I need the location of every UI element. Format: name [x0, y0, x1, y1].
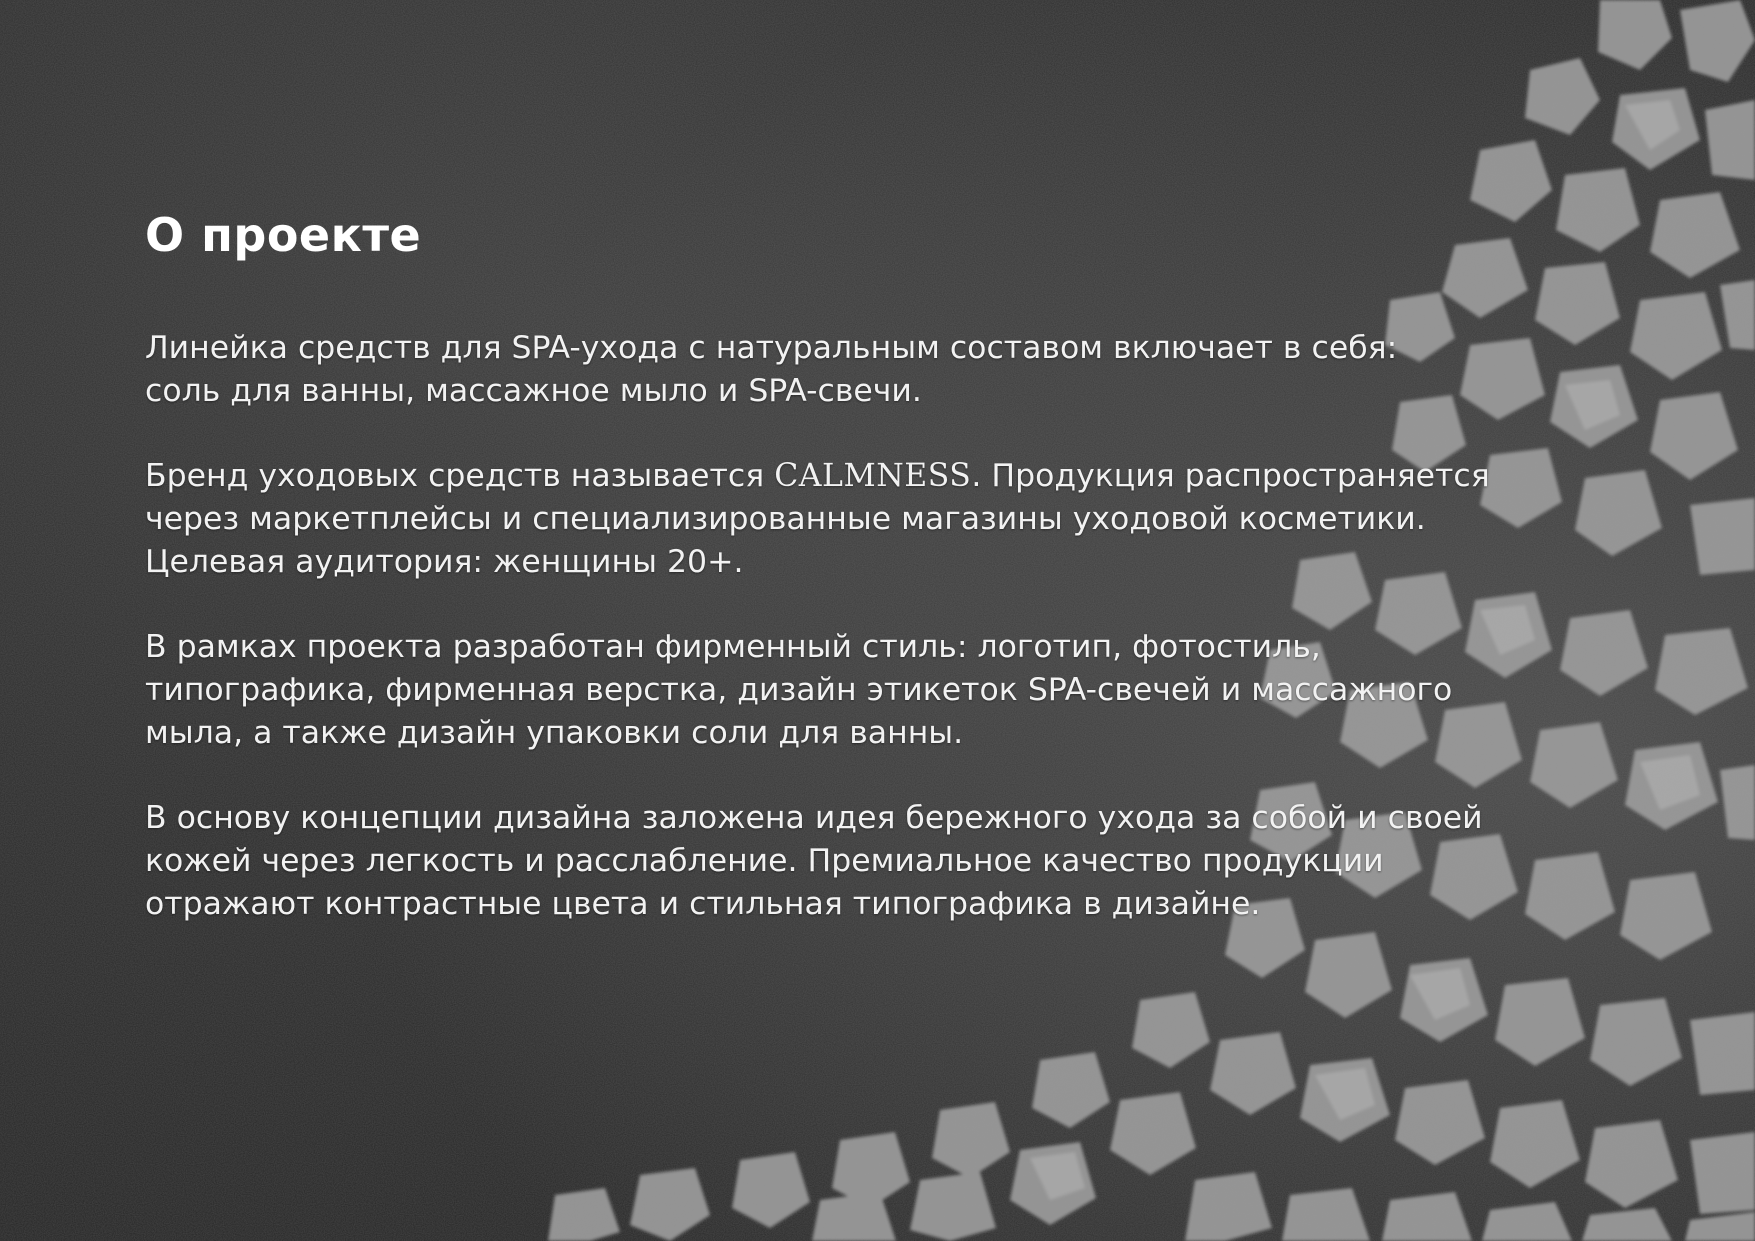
text-line: Целевая аудитория: женщины 20+.: [145, 544, 744, 580]
paragraph-identity: [145, 626, 1665, 755]
text-fragment: Бренд уходовых средств называется: [145, 458, 775, 494]
text-line: типографика, фирменная верстка, дизайн этикеток SPA-свечей и массажного: [145, 672, 1453, 708]
paragraph-brand: [145, 455, 1665, 584]
text-line: В основу концепции дизайна заложена идея бережного ухода за собой и своей: [145, 800, 1483, 836]
text-line: Линейка средств для SPA-ухода с натуральным составом включает в себя:: [145, 330, 1398, 366]
text-fragment: . Продукция распространяется: [971, 458, 1490, 494]
paragraph-product-line: [145, 327, 1665, 413]
page-title: О проекте: [145, 208, 422, 262]
text-line: отражают контрастные цвета и стильная типографика в дизайне.: [145, 886, 1261, 922]
text-line: В рамках проекта разработан фирменный стиль: логотип, фотостиль,: [145, 629, 1321, 665]
text-line: соль для ванны, массажное мыло и SPA-свечи.: [145, 373, 922, 409]
text-line: мыла, а также дизайн упаковки соли для ванны.: [145, 715, 964, 751]
text-line: кожей через легкость и расслабление. Премиальное качество продукции: [145, 843, 1384, 879]
paragraph-concept: [145, 797, 1665, 926]
brand-name: CALMNESS: [774, 458, 972, 494]
about-project-section: [145, 205, 1665, 926]
text-line: через маркетплейсы и специализированные магазины уходовой косметики.: [145, 501, 1426, 537]
